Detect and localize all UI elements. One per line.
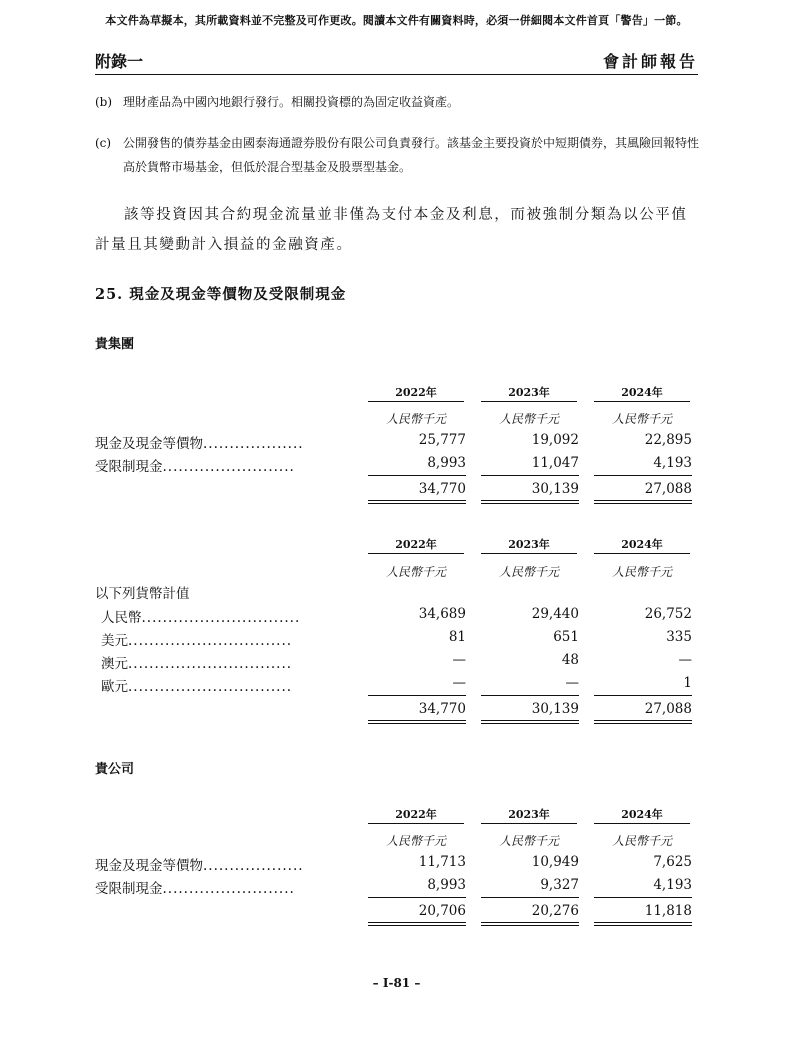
row-label: 澳元............................... (101, 656, 293, 672)
header-rule (95, 74, 698, 75)
subtotal-rule (481, 475, 579, 476)
company-heading: 貴公司 (95, 762, 135, 777)
double-rule (481, 500, 579, 504)
table-row (95, 455, 695, 475)
year-header: 2024年 (621, 538, 663, 551)
note-text: 理財產品為中國內地銀行發行。相關投資標的為固定收益資產。 (123, 95, 460, 109)
unit-label: 人民幣千元 (498, 412, 559, 426)
total-row (95, 903, 695, 923)
total-cell: 27,088 (644, 481, 692, 497)
header-underline (594, 553, 690, 554)
unit-label: 人民幣千元 (385, 834, 446, 848)
value-cell: 11,713 (418, 854, 466, 870)
header-underline (481, 823, 577, 824)
total-cell: 34,770 (418, 701, 466, 717)
table-row (95, 629, 695, 649)
value-cell: 26,752 (644, 606, 692, 622)
year-header: 2023年 (508, 538, 550, 551)
row-label: 現金及現金等價物................... (95, 858, 304, 874)
report-title: 會計師報告 (602, 52, 698, 71)
value-cell: 19,092 (531, 432, 579, 448)
note-c (95, 131, 700, 179)
total-cell: 30,139 (531, 701, 579, 717)
table-row (95, 652, 695, 672)
value-cell: 29,440 (531, 606, 579, 622)
year-header: 2023年 (508, 386, 550, 399)
total-row (95, 481, 695, 501)
value-cell: 651 (553, 629, 579, 645)
unit-label: 人民幣千元 (611, 565, 672, 579)
draft-warning-banner: 本文件為草擬本，其所載資料並不完整及可作更改。閱讀本文件有關資料時，必須一併細閱本文件首頁「警告」一節。 (105, 14, 688, 27)
note-marker: (b) (95, 95, 113, 109)
subtotal-rule (481, 695, 579, 696)
year-header: 2022年 (395, 808, 437, 821)
total-cell: 34,770 (418, 481, 466, 497)
note-b (95, 90, 700, 114)
value-cell: 9,327 (540, 877, 579, 893)
subtotal-rule (481, 897, 579, 898)
value-cell: 7,625 (653, 854, 692, 870)
table-row (95, 606, 695, 626)
subtotal-rule (594, 475, 692, 476)
double-rule (594, 922, 692, 926)
appendix-label: 附錄一 (95, 52, 144, 71)
subtotal-rule (368, 475, 466, 476)
total-cell: 11,818 (644, 903, 692, 919)
value-cell: — (452, 675, 466, 691)
subtotal-rule (368, 897, 466, 898)
year-header: 2022年 (395, 386, 437, 399)
unit-label: 人民幣千元 (498, 565, 559, 579)
total-cell: 20,706 (418, 903, 466, 919)
year-header: 2024年 (621, 808, 663, 821)
value-cell: 11,047 (531, 455, 579, 471)
row-label: 美元............................... (101, 633, 293, 649)
row-label: 現金及現金等價物................... (95, 436, 304, 452)
value-cell: 22,895 (644, 432, 692, 448)
note-marker: (c) (95, 136, 112, 150)
section-title: 25. 現金及現金等價物及受限制現金 (95, 286, 347, 303)
total-cell: 27,088 (644, 701, 692, 717)
header-underline (368, 553, 464, 554)
value-cell: 81 (448, 629, 466, 645)
value-cell: 1 (683, 675, 692, 691)
table-row (95, 432, 695, 452)
double-rule (368, 922, 466, 926)
subtotal-rule (368, 695, 466, 696)
double-rule (481, 922, 579, 926)
double-rule (594, 720, 692, 724)
classification-paragraph: 該等投資因其合約現金流量並非僅為支付本金及利息，而被強制分類為以公平值計量且其變動計入損益的金融資產。 (95, 207, 688, 253)
double-rule (594, 500, 692, 504)
note-text: 公開發售的債券基金由國泰海通證券股份有限公司負責發行。該基金主要投資於中短期債券，其風險回報特性高於貨幣市場基金，但低於混合型基金及股票型基金。 (123, 136, 700, 174)
unit-label: 人民幣千元 (385, 412, 446, 426)
row-label: 受限制現金......................... (95, 881, 295, 897)
page-number: – I-81 – (372, 976, 421, 990)
value-cell: — (452, 652, 466, 668)
value-cell: 335 (666, 629, 692, 645)
total-row (95, 701, 695, 721)
header-underline (594, 401, 690, 402)
unit-label: 人民幣千元 (611, 834, 672, 848)
total-cell: 20,276 (531, 903, 579, 919)
unit-label: 人民幣千元 (498, 834, 559, 848)
table-row (95, 675, 695, 695)
value-cell: 8,993 (427, 455, 466, 471)
unit-label: 人民幣千元 (611, 412, 672, 426)
group-heading: 貴集團 (95, 337, 135, 352)
year-header: 2022年 (395, 538, 437, 551)
header-underline (481, 553, 577, 554)
table-caption: 以下列貨幣計值 (95, 586, 190, 602)
value-cell: 4,193 (653, 877, 692, 893)
year-header: 2024年 (621, 386, 663, 399)
subtotal-rule (594, 897, 692, 898)
row-label: 歐元............................... (101, 679, 293, 695)
value-cell: 48 (561, 652, 579, 668)
header-underline (368, 823, 464, 824)
value-cell: — (565, 675, 579, 691)
row-label: 人民幣.............................. (101, 610, 301, 626)
table-row (95, 877, 695, 897)
subtotal-rule (594, 695, 692, 696)
value-cell: 34,689 (418, 606, 466, 622)
value-cell: — (678, 652, 692, 668)
header-underline (368, 401, 464, 402)
double-rule (368, 720, 466, 724)
total-cell: 30,139 (531, 481, 579, 497)
header-underline (594, 823, 690, 824)
value-cell: 25,777 (418, 432, 466, 448)
double-rule (481, 720, 579, 724)
unit-label: 人民幣千元 (385, 565, 446, 579)
double-rule (368, 500, 466, 504)
value-cell: 10,949 (531, 854, 579, 870)
value-cell: 8,993 (427, 877, 466, 893)
table-row (95, 854, 695, 874)
row-label: 受限制現金......................... (95, 459, 295, 475)
header-underline (481, 401, 577, 402)
year-header: 2023年 (508, 808, 550, 821)
value-cell: 4,193 (653, 455, 692, 471)
